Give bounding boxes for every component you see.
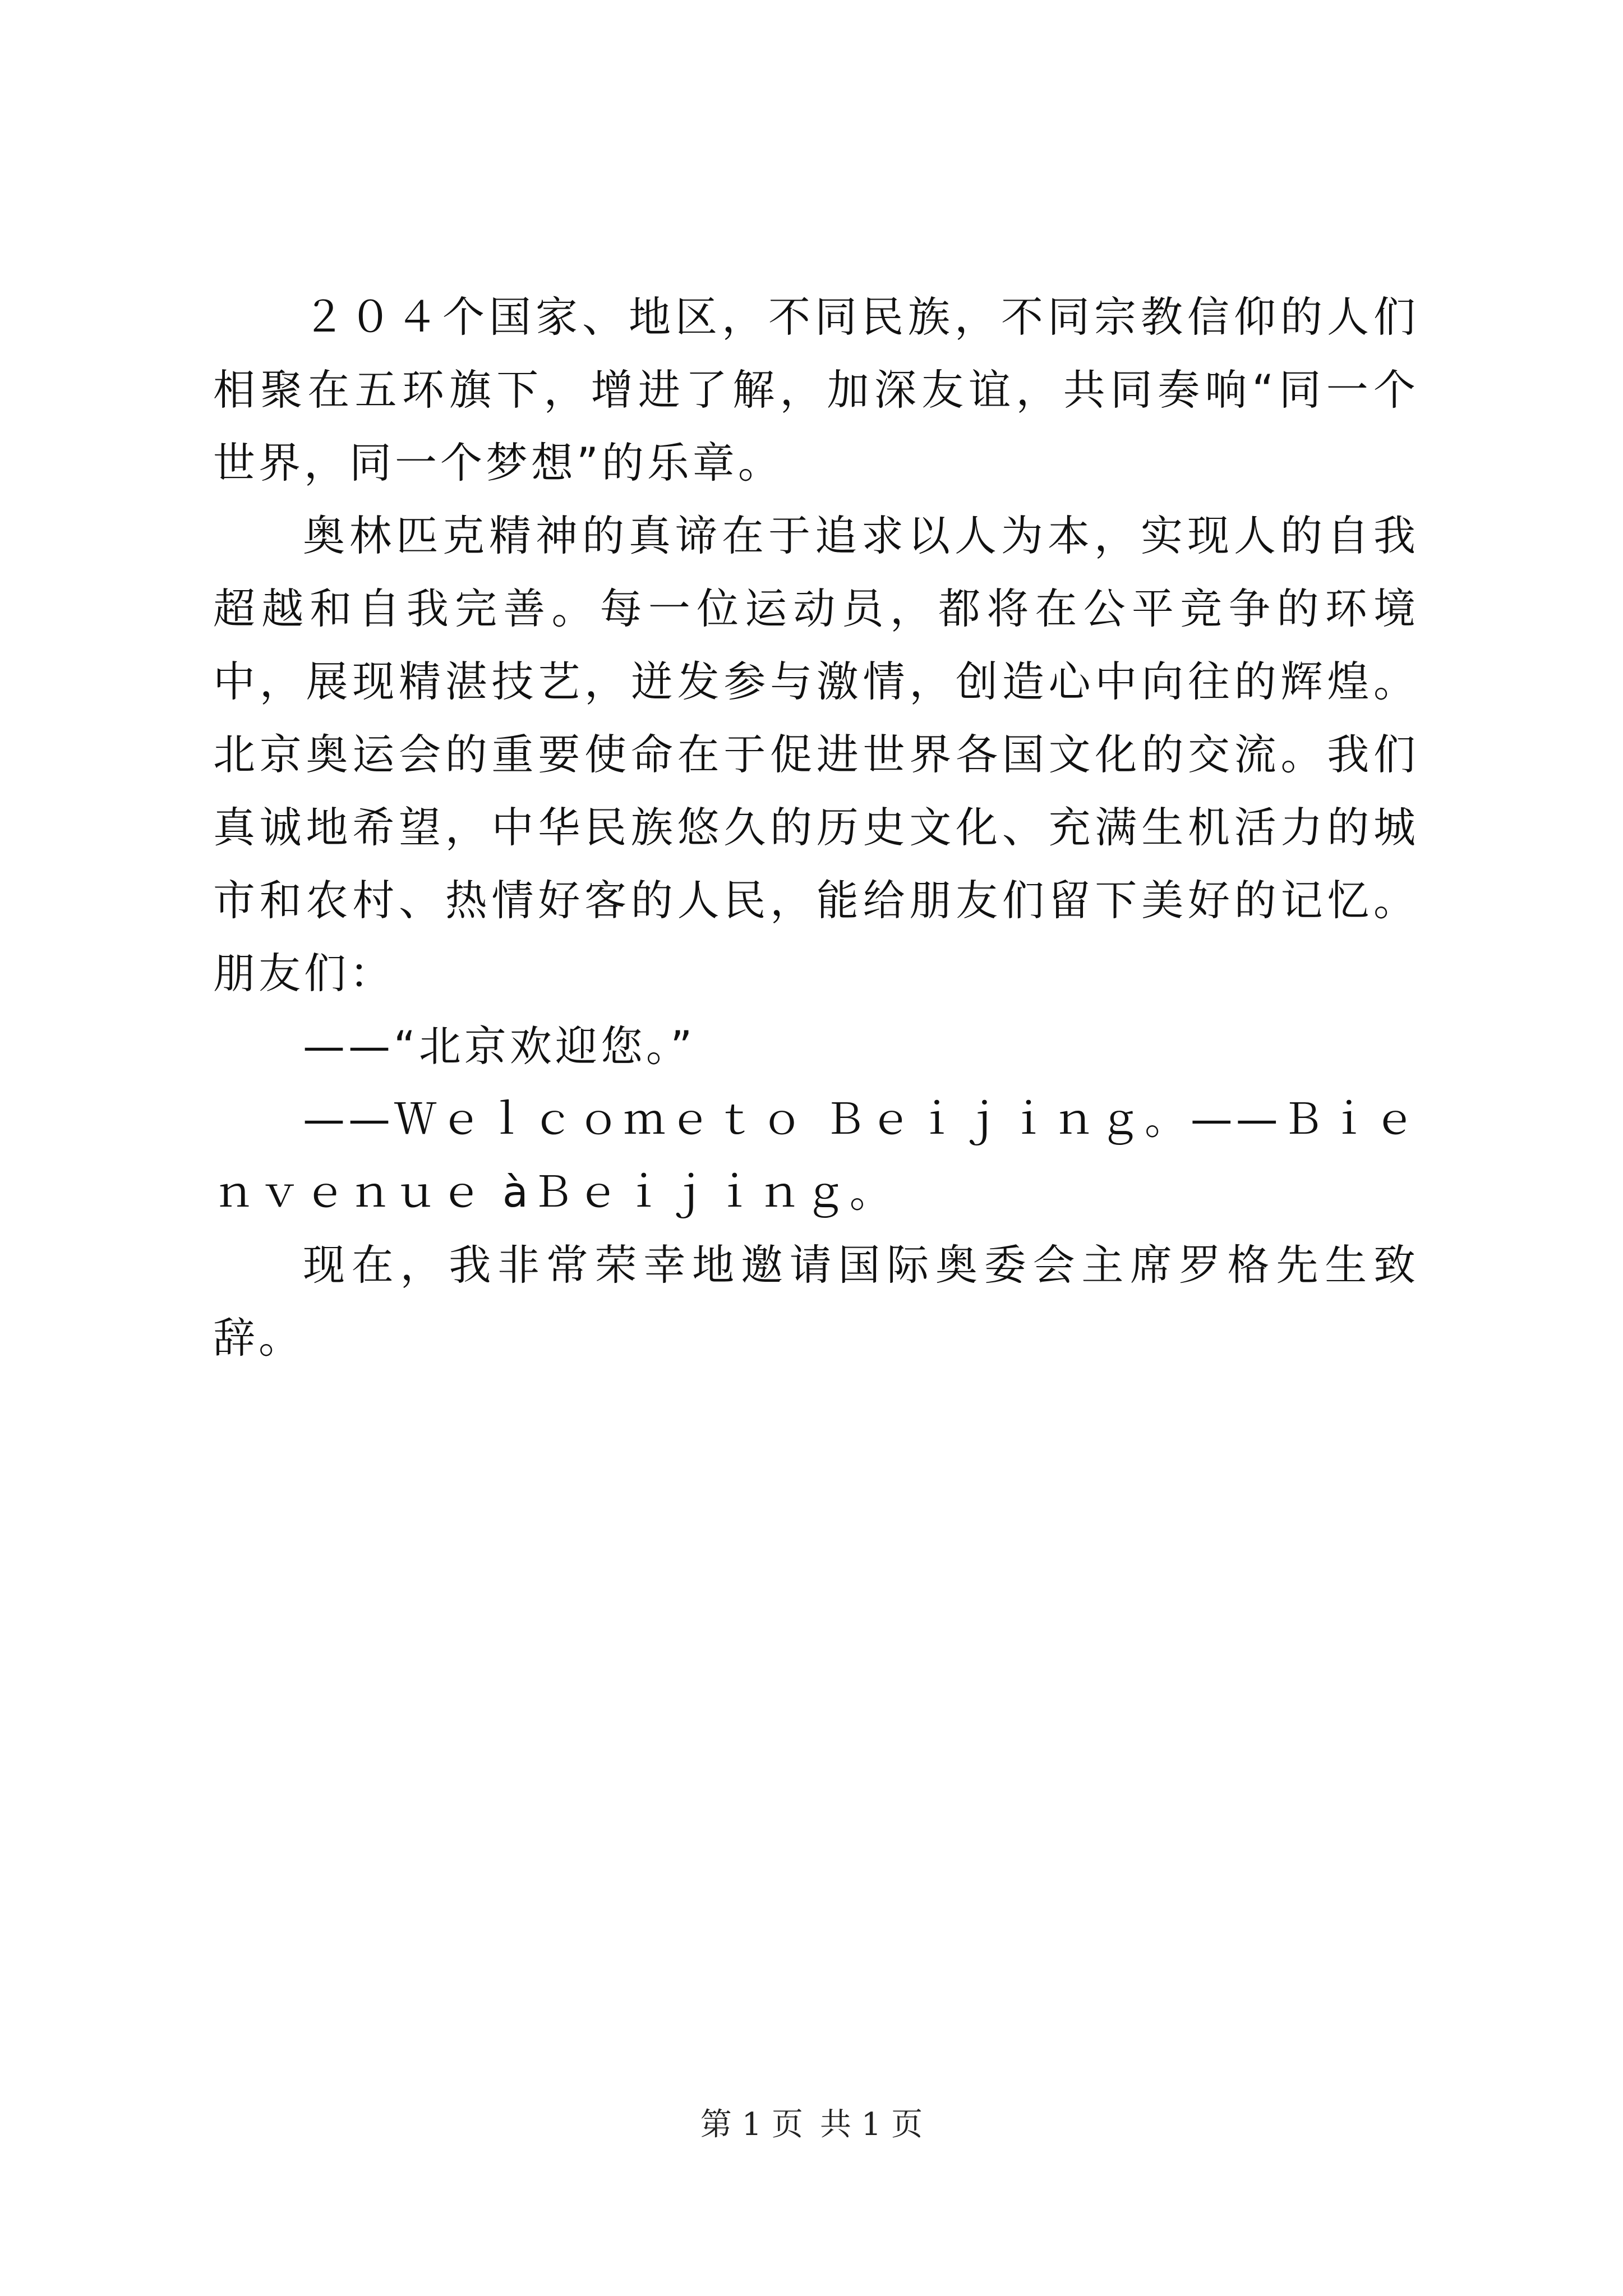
page-footer — [0, 2102, 1623, 2147]
page-number: 第 1 页 — [700, 2106, 803, 2143]
paragraph-beijing-welcome-foreign: ——Ｗｅｌｃｏｍｅｔｏ Ｂｅｉｊｉｎｇ。——Ｂｉｅｎｖｅｎｕｅ àＢｅｉｊｉｎｇ。 — [213, 1094, 1419, 1217]
paragraph-olympic-spirit: 奥林匹克精神的真谛在于追求以人为本，实现人的自我超越和自我完善。每一位运动员，都将在公平竞争的环境中，展现精湛技艺，迸发参与激情，创造心中向往的辉煌。北京奥运会的重要使命在于促进世界各国文化的交流。我们真诚地希望，中华民族悠久的历史文化、充满生机活力的城市和农村、热情好客的人民，能给朋友们留下美好的记忆。朋友们： — [213, 511, 1419, 998]
page-total: 共 1 页 — [820, 2106, 923, 2143]
document-body — [213, 280, 1419, 1374]
paragraph-invitation: 现在，我非常荣幸地邀请国际奥委会主席罗格先生致辞。 — [213, 1240, 1419, 1363]
paragraph-participants: ２０４个国家、地区，不同民族，不同宗教信仰的人们相聚在五环旗下，增进了解，加深友谊，共同奏响“同一个世界，同一个梦想”的乐章。 — [213, 292, 1419, 487]
paragraph-beijing-welcome-chinese: ——“北京欢迎您。” — [303, 1022, 696, 1071]
